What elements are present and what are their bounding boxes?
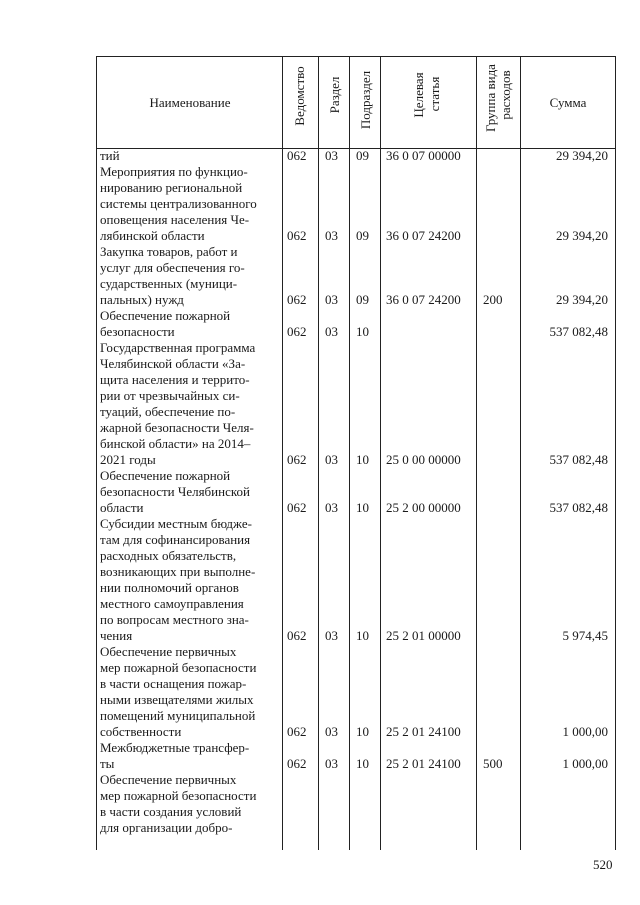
table-row-name: Закупка товаров, работ и — [100, 244, 238, 259]
cell-section: 03 — [325, 228, 338, 243]
cell-target-article: 25 2 01 00000 — [386, 628, 461, 643]
cell-expense-group: 500 — [483, 756, 503, 771]
cell-department: 062 — [287, 148, 307, 163]
table-row-name: Обеспечение первичных — [100, 644, 237, 659]
name-column — [100, 148, 275, 836]
cell-sum: 537 082,48 — [549, 324, 608, 339]
cell-department: 062 — [287, 228, 307, 243]
header-target-article: Целевая — [411, 72, 426, 118]
table-row-name: расходных обязательств, — [100, 548, 237, 563]
cell-subsection: 09 — [356, 228, 369, 243]
cell-sum: 5 974,45 — [562, 628, 608, 643]
cell-section: 03 — [325, 324, 338, 339]
col-divider — [349, 56, 350, 850]
table-row-name: нии полномочий органов — [100, 580, 239, 595]
cell-sum: 29 394,20 — [556, 228, 608, 243]
cell-subsection: 10 — [356, 724, 369, 739]
cell-target-article: 36 0 07 24200 — [386, 292, 461, 307]
table-row-name: безопасности Челябинской — [100, 484, 250, 499]
header-target-article: статья — [427, 76, 442, 112]
cell-target-article: 25 2 00 00000 — [386, 500, 461, 515]
table-row-name: Государственная программа — [100, 340, 256, 355]
table-row-name: в части оснащения пожар- — [100, 676, 247, 691]
table-row-name: по вопросам местного зна- — [100, 612, 249, 627]
cell-target-article: 36 0 07 00000 — [386, 148, 461, 163]
table-row-name: местного самоуправления — [100, 596, 244, 611]
header-sum: Сумма — [549, 95, 587, 110]
cell-department: 062 — [287, 452, 307, 467]
table-row-name: Субсидии местным бюдже- — [100, 516, 252, 531]
cell-department: 062 — [287, 500, 307, 515]
cell-department: 062 — [287, 292, 307, 307]
cell-subsection: 10 — [356, 756, 369, 771]
table-row-name: возникающих при выполне- — [100, 564, 256, 579]
table-row-name: тий — [100, 148, 120, 163]
table-row-name: помещений муниципальной — [100, 708, 256, 723]
table-row-name: мер пожарной безопасности — [100, 660, 257, 675]
col-divider — [318, 56, 319, 850]
table-row-name: Мероприятия по функцио- — [100, 164, 248, 179]
cell-sum: 537 082,48 — [549, 452, 608, 467]
col-divider — [476, 56, 477, 850]
header-subsection: Подраздел — [358, 70, 373, 130]
cell-department: 062 — [287, 628, 307, 643]
header-name: Наименование — [149, 95, 231, 110]
cell-department: 062 — [287, 324, 307, 339]
table-row-name: бинской области» на 2014– — [100, 436, 251, 451]
table-row-name: рии от чрезвычайных си- — [100, 388, 240, 403]
table-row-name: для организации добро- — [100, 820, 233, 835]
table-row-name: услуг для обеспечения го- — [100, 260, 245, 275]
table-row-name: оповещения населения Че- — [100, 212, 250, 227]
table-row-name: ными извещателями жилых — [100, 692, 254, 707]
cell-subsection: 09 — [356, 292, 369, 307]
cell-section: 03 — [325, 628, 338, 643]
table-row-name: 2021 годы — [100, 452, 156, 467]
header-expense-group: расходов — [498, 70, 513, 120]
header-expense-group: Группа вида — [483, 64, 498, 132]
table-row-name: туаций, обеспечение по- — [100, 404, 236, 419]
cell-subsection: 10 — [356, 452, 369, 467]
cell-target-article: 25 0 00 00000 — [386, 452, 461, 467]
cell-subsection: 10 — [356, 324, 369, 339]
cell-target-article: 36 0 07 24200 — [386, 228, 461, 243]
table-row-name: там для софинансирования — [100, 532, 251, 547]
cell-sum: 29 394,20 — [556, 148, 608, 163]
table-row-name: нированию региональной — [100, 180, 243, 195]
table-row-name: безопасности — [100, 324, 175, 339]
table-row-name: щита населения и террито- — [100, 372, 250, 387]
table-row-name: чения — [100, 628, 133, 643]
cell-subsection: 10 — [356, 500, 369, 515]
col-divider — [380, 56, 381, 850]
table-row-name: мер пожарной безопасности — [100, 788, 257, 803]
col-divider — [282, 56, 283, 850]
cell-section: 03 — [325, 724, 338, 739]
cell-department: 062 — [287, 724, 307, 739]
table-row-name: лябинской области — [100, 228, 205, 243]
table-row-name: ты — [100, 756, 115, 771]
table-row-name: жарной безопасности Челя- — [100, 420, 254, 435]
header-department: Ведомство — [292, 66, 307, 126]
cell-sum: 1 000,00 — [562, 724, 608, 739]
cell-section: 03 — [325, 452, 338, 467]
table-row-name: системы централизованного — [100, 196, 257, 211]
cell-section: 03 — [325, 756, 338, 771]
table-row-name: сударственных (муници- — [100, 276, 238, 291]
table-row-name: в части создания условий — [100, 804, 242, 819]
cell-sum: 29 394,20 — [556, 292, 608, 307]
table-row-name: пальных) нужд — [100, 292, 184, 307]
page-number: 520 — [593, 857, 613, 872]
cell-section: 03 — [325, 292, 338, 307]
table-row-name: Обеспечение первичных — [100, 772, 237, 787]
cell-sum: 1 000,00 — [562, 756, 608, 771]
cell-section: 03 — [325, 500, 338, 515]
cell-section: 03 — [325, 148, 338, 163]
cell-expense-group: 200 — [483, 292, 503, 307]
cell-subsection: 10 — [356, 628, 369, 643]
table-row-name: области — [100, 500, 144, 515]
cell-sum: 537 082,48 — [549, 500, 608, 515]
cell-target-article: 25 2 01 24100 — [386, 724, 461, 739]
cell-department: 062 — [287, 756, 307, 771]
table-row-name: Обеспечение пожарной — [100, 468, 231, 483]
cell-target-article: 25 2 01 24100 — [386, 756, 461, 771]
header-section: Раздел — [327, 76, 342, 114]
table-row-name: Обеспечение пожарной — [100, 308, 231, 323]
table-row-name: Межбюджетные трансфер- — [100, 740, 250, 755]
table-row-name: собственности — [100, 724, 182, 739]
cell-subsection: 09 — [356, 148, 369, 163]
table-row-name: Челябинской области «За- — [100, 356, 246, 371]
